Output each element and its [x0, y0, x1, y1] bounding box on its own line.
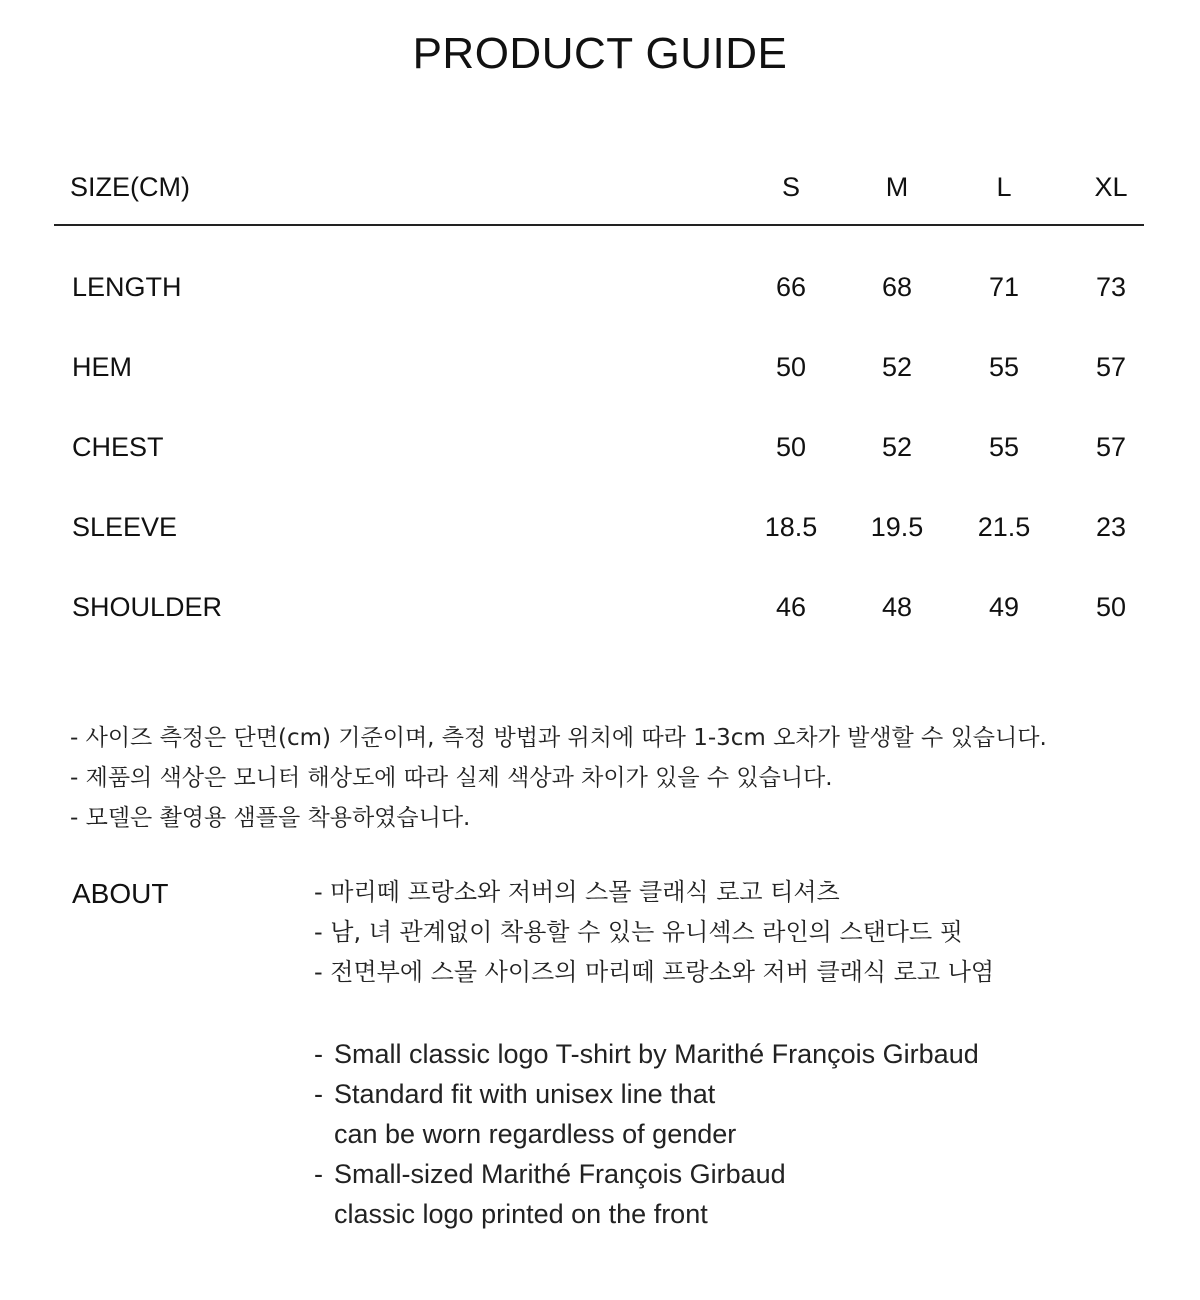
- about-english-item: [314, 1154, 979, 1234]
- note-line: - 사이즈 측정은 단면(cm) 기준이며, 측정 방법과 위치에 따라 1-3cm 오차가 발생할 수 있습니다.: [70, 725, 1047, 751]
- about-korean-list: [314, 872, 994, 992]
- about-english-text-cont: can be worn regardless of gender: [334, 1119, 737, 1149]
- table-cell: 48: [881, 592, 913, 622]
- list-dash: -: [314, 1039, 323, 1069]
- about-english-item: [314, 1074, 979, 1154]
- list-dash: -: [314, 1159, 323, 1189]
- table-cell: 52: [881, 352, 913, 382]
- table-cell: 52: [881, 432, 913, 462]
- table-cell: 68: [881, 272, 913, 302]
- table-cell: 71: [988, 272, 1020, 302]
- table-row-chest: [54, 426, 1144, 506]
- table-cell: 50: [775, 352, 807, 382]
- about-korean-item: - 남, 녀 관계없이 착용할 수 있는 유니섹스 라인의 스탠다드 핏: [314, 918, 963, 946]
- list-dash: -: [314, 1079, 323, 1109]
- size-header-label: SIZE(CM): [70, 172, 190, 202]
- table-cell: 55: [988, 432, 1020, 462]
- about-english-text: Standard fit with unisex line that: [334, 1079, 716, 1109]
- size-table-header: [54, 160, 1144, 226]
- table-row-shoulder: [54, 586, 1144, 666]
- table-cell: 49: [988, 592, 1020, 622]
- row-label: SHOULDER: [72, 592, 223, 622]
- table-cell: 57: [1095, 432, 1127, 462]
- table-cell: 18.5: [764, 512, 818, 542]
- about-english-text-cont: classic logo printed on the front: [334, 1199, 708, 1229]
- size-notes: [70, 718, 1150, 838]
- table-cell: 50: [775, 432, 807, 462]
- table-row-length: [54, 266, 1144, 346]
- page-title: PRODUCT GUIDE: [412, 29, 788, 78]
- table-cell: 19.5: [870, 512, 924, 542]
- row-label: SLEEVE: [72, 512, 178, 542]
- size-column-m: M: [885, 172, 909, 202]
- table-cell: 46: [775, 592, 807, 622]
- note-line: - 모델은 촬영용 샘플을 착용하였습니다.: [70, 805, 471, 831]
- about-english-item: [314, 1034, 979, 1074]
- size-column-s: S: [781, 172, 800, 202]
- about-english-text: Small-sized Marithé François Girbaud: [334, 1159, 786, 1189]
- table-row-hem: [54, 346, 1144, 426]
- size-table: [54, 160, 1144, 666]
- about-english-list: [314, 1034, 979, 1234]
- about-korean-item: - 전면부에 스몰 사이즈의 마리떼 프랑소와 저버 클래식 로고 나염: [314, 958, 995, 986]
- table-cell: 23: [1095, 512, 1127, 542]
- about-korean-item: - 마리떼 프랑소와 저버의 스몰 클래식 로고 티셔츠: [314, 878, 840, 906]
- table-cell: 57: [1095, 352, 1127, 382]
- size-column-l: L: [996, 172, 1012, 202]
- table-row-sleeve: [54, 506, 1144, 586]
- size-table-body: [54, 266, 1144, 666]
- row-label: LENGTH: [72, 272, 182, 302]
- about-english-text: Small classic logo T-shirt by Marithé François Girbaud: [334, 1039, 979, 1069]
- table-cell: 50: [1095, 592, 1127, 622]
- table-cell: 73: [1095, 272, 1127, 302]
- about-label: ABOUT: [72, 878, 169, 909]
- note-line: - 제품의 색상은 모니터 해상도에 따라 실제 색상과 차이가 있을 수 있습니다.: [70, 765, 833, 791]
- size-column-xl: XL: [1094, 172, 1128, 202]
- table-cell: 66: [775, 272, 807, 302]
- table-cell: 55: [988, 352, 1020, 382]
- table-cell: 21.5: [977, 512, 1031, 542]
- row-label: HEM: [72, 352, 132, 382]
- row-label: CHEST: [72, 432, 164, 462]
